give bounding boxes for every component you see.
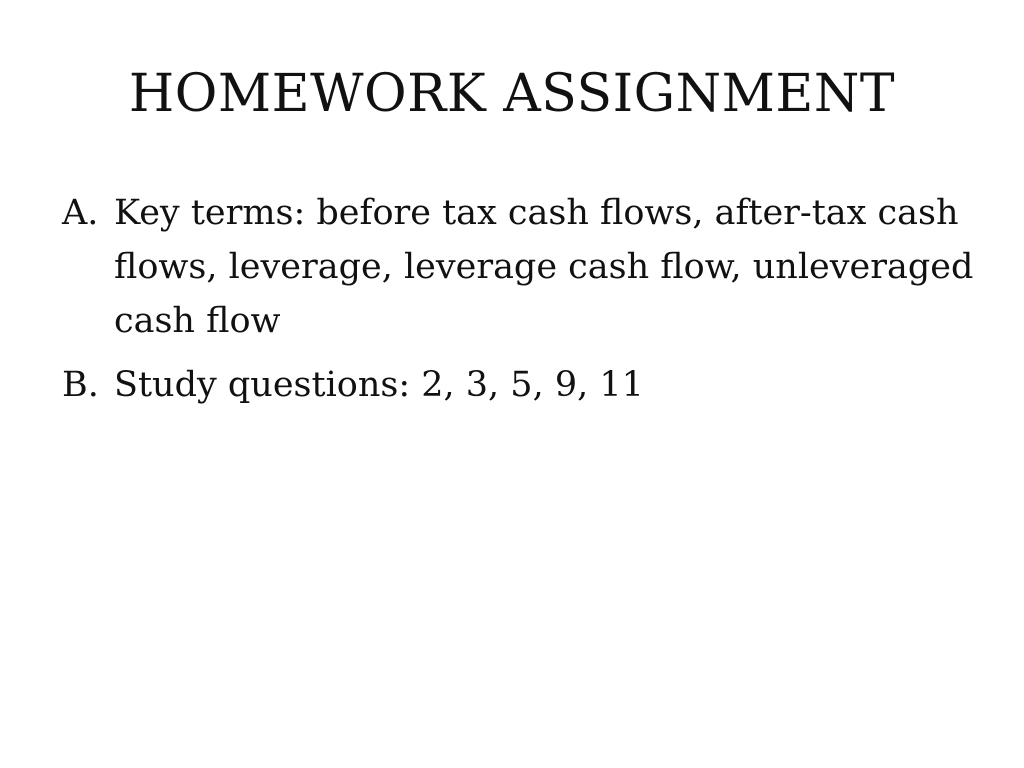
item-text: Study questions: 2, 3, 5, 9, 11 xyxy=(114,365,644,405)
item-marker: B. xyxy=(62,365,99,405)
assignment-item-study-questions xyxy=(62,358,982,412)
item-text: Key terms: before tax cash flows, after-tax cash flows, leverage, leverage cash flow, unleveraged cash flow xyxy=(114,193,974,341)
item-marker: A. xyxy=(62,193,99,233)
assignment-item-key-terms xyxy=(62,186,982,348)
assignment-list xyxy=(62,186,982,422)
slide-title: HOMEWORK ASSIGNMENT xyxy=(128,64,896,124)
